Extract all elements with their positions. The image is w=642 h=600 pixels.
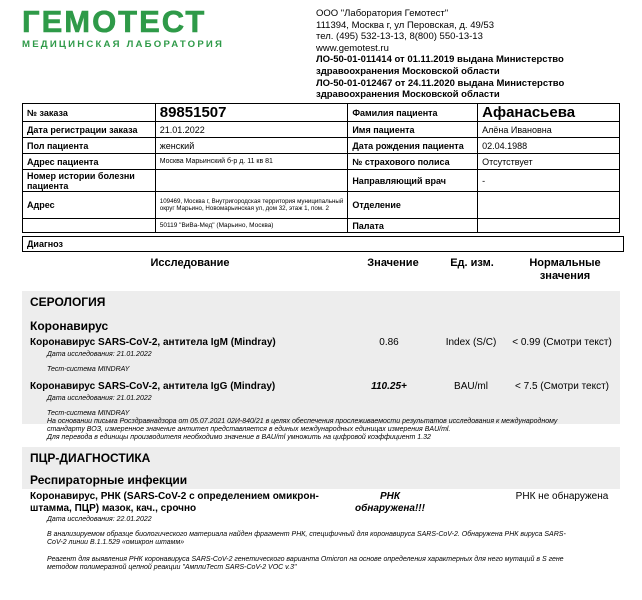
pcr-test-name: [30, 491, 319, 515]
pcr-title: ПЦР-ДИАГНОСТИКА: [30, 451, 151, 465]
header-norm-line2: значения: [539, 270, 591, 282]
logo-subtitle: МЕДИЦИНСКАЯ ЛАБОРАТОРИЯ: [22, 39, 225, 50]
pcr-note-1: [47, 531, 617, 547]
patient-info-table: [22, 103, 620, 233]
header-value: Значение: [367, 257, 419, 269]
logo-wordmark: ГЕМОТЕСТ: [22, 4, 207, 39]
diagnosis-row: Диагноз: [22, 236, 624, 252]
ward-label: Палата: [348, 219, 478, 233]
respiratory-subtitle: Респираторные инфекции: [30, 473, 188, 487]
address-value: 109469, Москва г, Внутригородская территория муниципальный округ Марьино, Новомарьинская ул, дом 32, этаж 1, пом. 2: [155, 192, 348, 219]
history-number: [155, 170, 348, 192]
lab-phone: тел. (495) 532-13-13, 8(800) 550-13-13: [316, 31, 483, 43]
department-label: Отделение: [348, 192, 478, 219]
igg-value: 110.25+: [371, 381, 407, 392]
lab-license-1: ЛО-50-01-011414 от 01.11.2019 выдана Министерство здравоохранения Московской области: [316, 54, 564, 77]
policy-number: Отсутствует: [478, 154, 620, 170]
patient-address-label: Адрес пациента: [23, 154, 156, 170]
igg-note-line2: стандарту ВОЗ, измеренное значение антител представляется в единых международных единицах измерения BAU/ml.: [47, 426, 451, 433]
pcr-value: [345, 491, 435, 515]
policy-label: № страхового полиса: [348, 154, 478, 170]
gemotest-logo: [22, 4, 225, 50]
header-norm: [515, 257, 615, 283]
pcr-test-name-line1: Коронавирус, РНК (SARS-CoV-2 с определением омикрон-: [30, 491, 319, 502]
igm-unit: Index (S/C): [445, 337, 497, 348]
sex-label: Пол пациента: [23, 138, 156, 154]
pcr-note-line1: В анализируемом образце биологического материала найден фрагмент РНК, специфичный для коронавируса SARS-CoV-2. Обнаружена РНК вируса SARS-: [47, 531, 566, 538]
lab-info: [316, 8, 636, 101]
igg-date: Дата исследования: 21.01.2022: [47, 395, 152, 402]
patient-address: Москва Марьинский б-р д. 11 кв 81: [155, 154, 348, 170]
ward-value: [478, 219, 620, 233]
history-label: Номер истории болезни пациента: [23, 170, 156, 192]
header-unit: Ед. изм.: [450, 257, 494, 269]
header-norm-line1: Нормальные: [529, 257, 601, 269]
reg-date: 21.01.2022: [155, 122, 348, 138]
lab-license-2: ЛО-50-01-012467 от 24.11.2020 выдана Министерство здравоохранения Московской области: [316, 77, 565, 101]
name-label: Имя пациента: [348, 122, 478, 138]
pcr-note-line2: CoV-2 линии B.1.1.529 «омикрон штамм»: [47, 539, 185, 546]
pcr-norm: РНК не обнаружена: [515, 491, 609, 502]
igm-test-name: Коронавирус SARS-CoV-2, антитела IgM (Mindray): [30, 337, 276, 348]
patient-sex: женский: [155, 138, 348, 154]
igg-system: Тест-система MINDRAY: [47, 410, 130, 417]
igg-note: [47, 410, 617, 442]
igg-norm: < 7.5 (Смотри текст): [515, 381, 609, 392]
igm-system: Тест-система MINDRAY: [47, 366, 130, 373]
address-blank: [23, 219, 156, 233]
pcr-date: Дата исследования: 22.01.2022: [47, 516, 152, 523]
igg-unit: BAU/ml: [454, 381, 488, 392]
coronavirus-subtitle: Коронавирус: [30, 319, 109, 333]
order-label: № заказа: [23, 104, 156, 122]
order-number: 89851507: [155, 104, 348, 122]
doctor-name: -: [478, 170, 620, 192]
address-label: Адрес: [23, 192, 156, 219]
surname-label: Фамилия пациента: [348, 104, 478, 122]
patient-surname: Афанасьева: [478, 104, 620, 122]
dob-label: Дата рождения пациента: [348, 138, 478, 154]
igg-note-line1: На основании письма Росздравнадзора от 05.07.2021 02И-840/21 в целях обеспечения прослеживаемости результатов исследования к международному: [47, 418, 558, 425]
pcr-note-line3: Реагент для выявления РНК коронавируса SARS-CoV-2 генетического варианта Omicron на основе определения характерных для него мутаций в S гене: [47, 556, 564, 563]
reg-date-label: Дата регистрации заказа: [23, 122, 156, 138]
pcr-note-2: [47, 556, 617, 572]
header-study: Исследование: [150, 257, 230, 269]
igm-date: Дата исследования: 21.01.2022: [47, 351, 152, 358]
serology-title: СЕРОЛОГИЯ: [30, 295, 106, 309]
igm-value: 0.86: [379, 337, 399, 348]
clinic-value: 50119 "ВиВа-Мед" (Марьино, Москва): [155, 219, 348, 233]
patient-dob: 02.04.1988: [478, 138, 620, 154]
igg-note-line3: Для перевода в единицы производителя необходимо значение в BAU/ml умножить на цифровой коэффициент 1.32: [47, 434, 431, 441]
lab-site: www.gemotest.ru: [316, 42, 389, 54]
lab-address: 111394, Москва г, ул Перовская, д. 49/53: [316, 19, 494, 31]
patient-name: Алёна Ивановна: [478, 122, 620, 138]
pcr-value-line1: РНК: [379, 491, 401, 502]
pcr-value-line2: обнаружена!!!: [355, 503, 425, 514]
pcr-test-name-line2: штамма, ПЦР) мазок, кач., срочно: [30, 503, 197, 514]
igg-test-name: Коронавирус SARS-CoV-2, антитела IgG (Mindray): [30, 381, 276, 392]
pcr-note-line4: методом полимеразной цепной реакции "АмплиТест SARS-CoV-2 VOC v.3": [47, 564, 297, 571]
doctor-label: Направляющий врач: [348, 170, 478, 192]
igm-norm: < 0.99 (Смотри текст): [512, 337, 612, 348]
department-value: [478, 192, 620, 219]
lab-name: ООО "Лаборатория Гемотест": [316, 8, 449, 19]
